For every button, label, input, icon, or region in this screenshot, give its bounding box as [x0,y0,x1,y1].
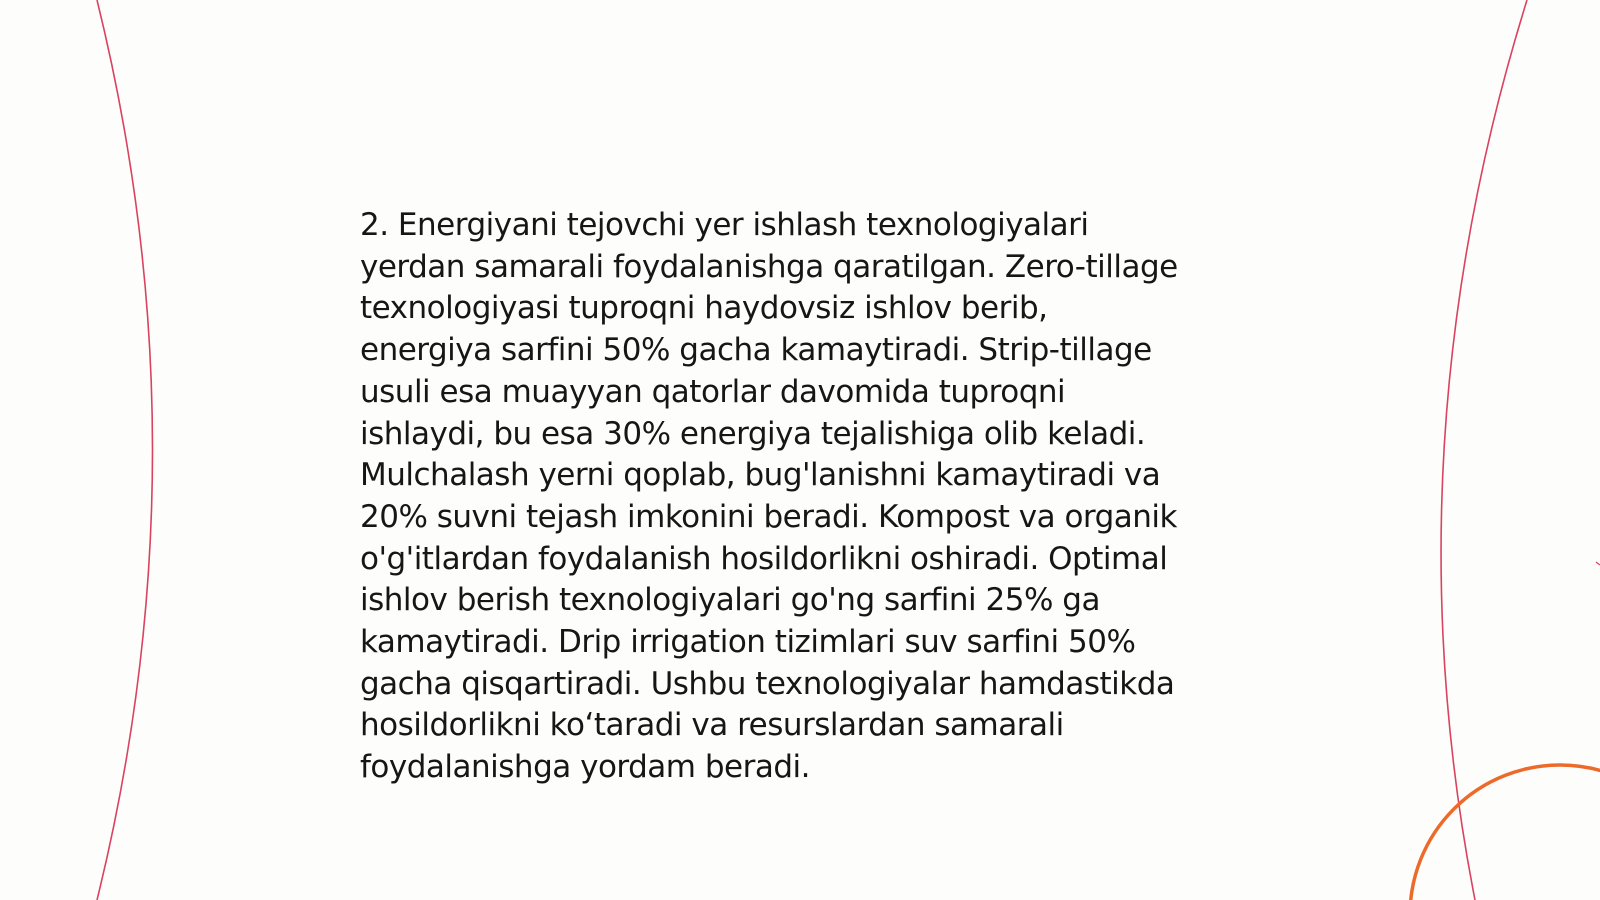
orange-circle-outline [1410,765,1600,900]
right-arc-line [1441,0,1527,900]
right-edge-tick [1596,562,1600,565]
slide-body-text: 2. Energiyani tejovchi yer ishlash texnologiyalari yerdan samarali foydalanishga qaratilgan. Zero-tillage texnologiyasi tuproqni haydovsiz ishlov berib, energiya sarfini 50% gacha kamaytiradi. Strip-tillage usuli esa muayyan qatorlar davomida tuproqni ishlaydi, bu esa 30% energiya tejalishiga olib keladi. Mulchalash yerni qoplab, bug'lanishni kamaytiradi va 20% suvni tejash imkonini beradi. Kompost va organik o'g'itlardan foydalanish hosildorlikni oshiradi. Optimal ishlov berish texnologiyalari go'ng sarfini 25% ga kamaytiradi. Drip irrigation tizimlari suv sarfini 50% gacha qisqartiradi. Ushbu texnologiyalar hamdastikda hosildorlikni ko‘taradi va resurslardan samarali foydalanishga yordam beradi. [360,207,1178,786]
left-arc-line [97,0,153,900]
